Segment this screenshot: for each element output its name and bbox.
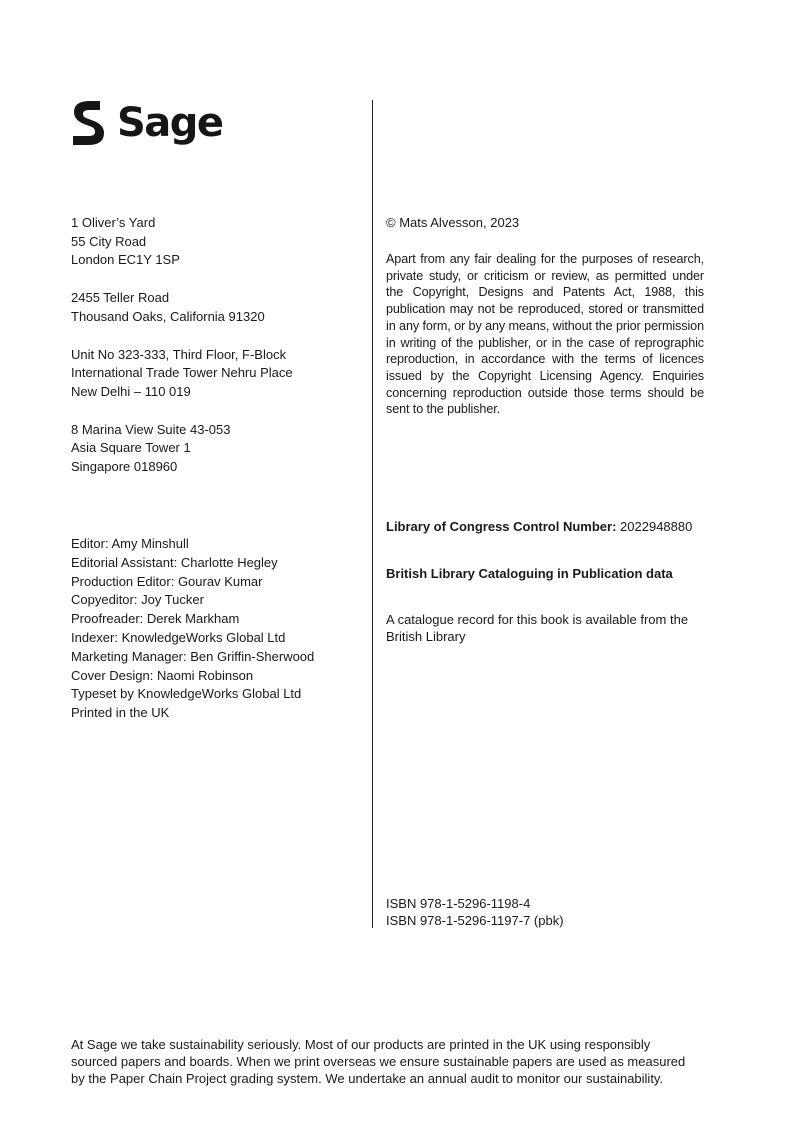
bl-cataloguing-heading: British Library Cataloguing in Publication data (386, 566, 673, 581)
address-line: 2455 Teller Road (71, 290, 170, 306)
publisher-addresses (71, 214, 361, 496)
credit-line: Cover Design: Naomi Robinson (71, 667, 254, 683)
address-california (71, 289, 361, 326)
credit-line: Copyeditor: Joy Tucker (71, 592, 204, 608)
loc-value: 2022948880 (620, 519, 693, 534)
address-line: London EC1Y 1SP (71, 252, 180, 268)
credit-line: Production Editor: Gourav Kumar (71, 573, 263, 589)
address-singapore (71, 421, 361, 477)
sage-s-icon (70, 98, 106, 148)
loc-label: Library of Congress Control Number: (386, 519, 617, 534)
isbn-hardback: ISBN 978-1-5296-1198-4 (386, 896, 531, 911)
address-london (71, 214, 361, 270)
address-line: 8 Marina View Suite 43-053 (71, 421, 231, 437)
bl-text-line: British Library (386, 629, 466, 644)
isbn-block (386, 895, 564, 929)
sustainability-statement (71, 1036, 721, 1087)
credit-line: Editorial Assistant: Charlotte Hegley (71, 554, 278, 570)
loc-control-number (386, 518, 692, 536)
bl-text-line: A catalogue record for this book is available from the (386, 612, 689, 627)
address-line: Thousand Oaks, California 91320 (71, 308, 265, 324)
rights-statement: Apart from any fair dealing for the purposes of research, private study, or criticism or review, as permitted under the Copyright, Designs and Patents Act, 1988, this publication may not be reproduced, stored or transmitted in any form, or by any means, without the prior permission in writing of the publisher, or in the case of reprographic reproduction, in accordance with the terms of licences issued by the Copyright Licensing Agency. Enquiries concerning reproduction outside those terms should be sent to the publisher. (386, 252, 704, 417)
credit-line: Typeset by KnowledgeWorks Global Ltd (71, 686, 302, 702)
address-line: Unit No 323-333, Third Floor, F-Block (71, 346, 287, 362)
address-line: Singapore 018960 (71, 459, 178, 475)
production-credits (71, 535, 361, 723)
address-new-delhi (71, 346, 361, 402)
address-line: Asia Square Tower 1 (71, 440, 191, 456)
footer-line: sourced papers and boards. When we print overseas we ensure sustainable papers are used as measured (71, 1054, 686, 1069)
footer-line: by the Paper Chain Project grading system. We undertake an annual audit to monitor our sustainability. (71, 1071, 664, 1086)
bl-catalogue-record (386, 611, 716, 645)
address-line: International Trade Tower Nehru Place (71, 365, 293, 381)
credit-line: Marketing Manager: Ben Griffin-Sherwood (71, 648, 315, 664)
logo-wordmark: Sage (117, 100, 223, 146)
publisher-logo (70, 98, 223, 148)
credit-line: Printed in the UK (71, 705, 170, 721)
credit-line: Proofreader: Derek Markham (71, 611, 240, 627)
address-line: 55 City Road (71, 233, 147, 249)
address-line: New Delhi – 110 019 (71, 383, 191, 399)
credit-line: Indexer: KnowledgeWorks Global Ltd (71, 629, 286, 645)
footer-line: At Sage we take sustainability seriously. Most of our products are printed in the UK using responsibly (71, 1037, 651, 1052)
isbn-paperback: ISBN 978-1-5296-1197-7 (pbk) (386, 913, 564, 928)
copyright-notice: © Mats Alvesson, 2023 (386, 215, 520, 230)
address-line: 1 Oliver’s Yard (71, 215, 156, 230)
credit-line: Editor: Amy Minshull (71, 536, 189, 551)
column-divider (372, 100, 373, 928)
